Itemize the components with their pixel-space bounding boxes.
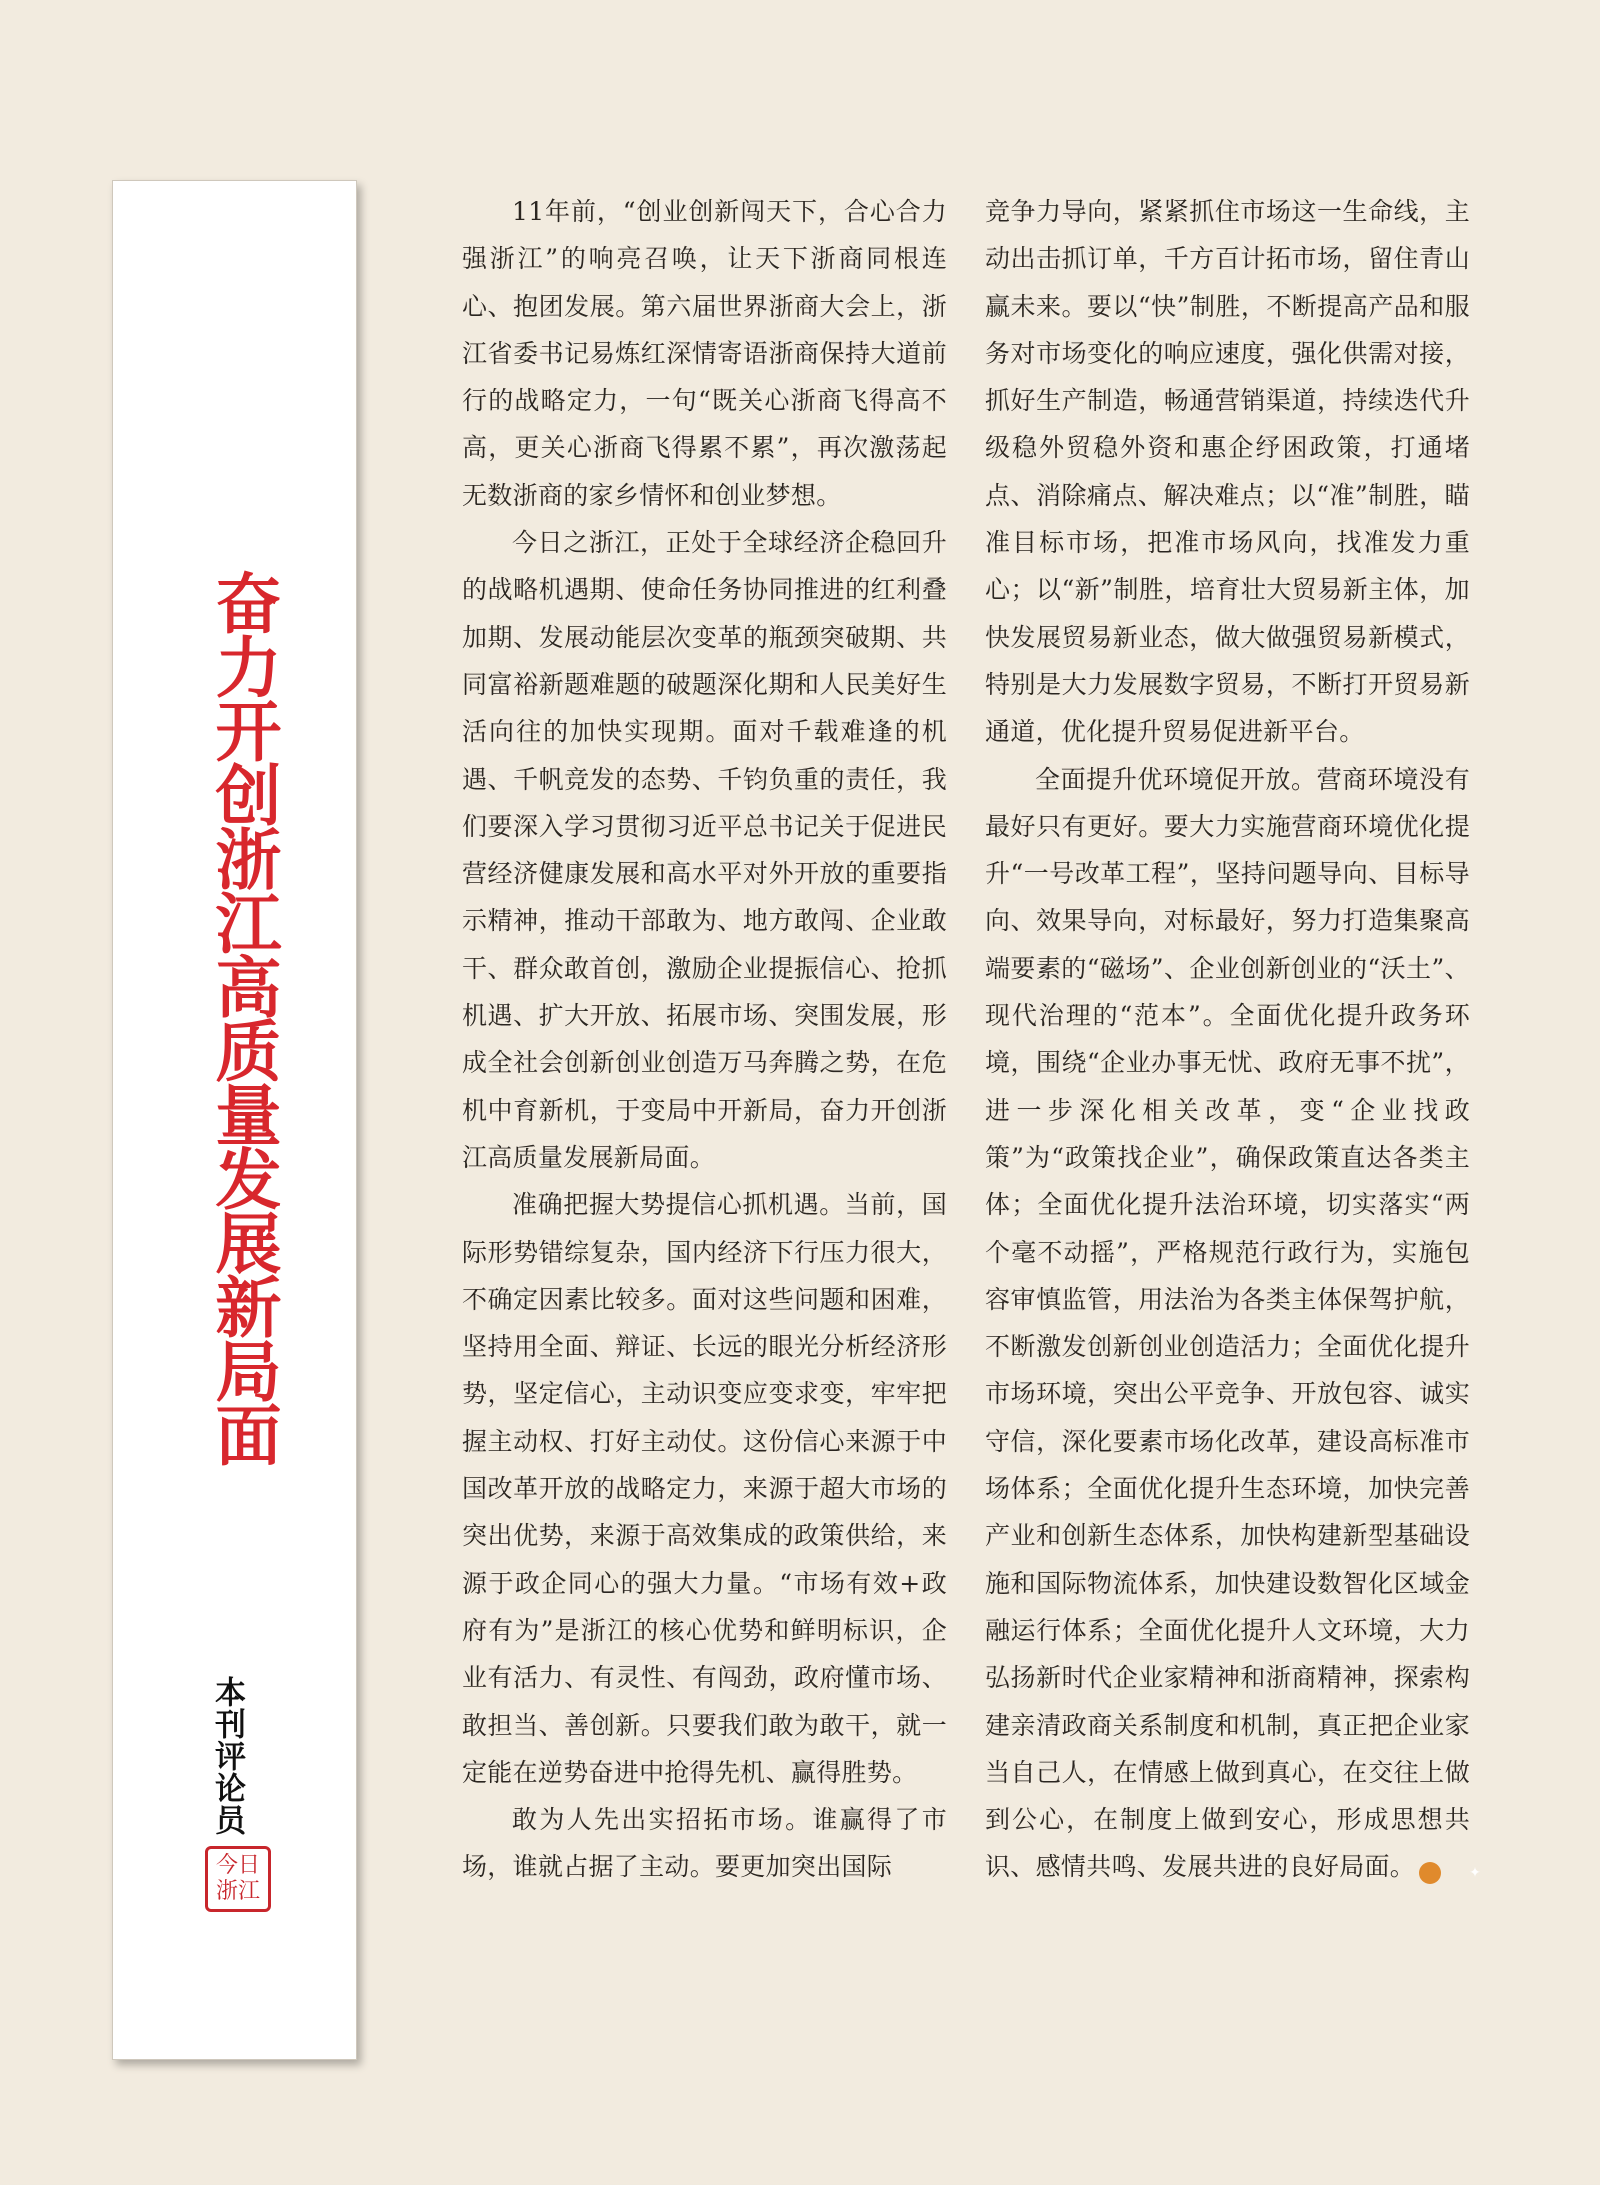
paragraph: 今日之浙江，正处于全球经济企稳回升的战略机遇期、使命任务协同推进的红利叠加期、发展动能层次变革的瓶颈突破期、共同富裕新题难题的破题深化期和人民美好生活向往的加快实现期。面对千载难逢的机遇、千帆竞发的态势、千钧负重的责任，我们要深入学习贯彻习近平总书记关于促进民营经济健康发展和高水平对外开放的重要指示精神，推动干部敢为、地方敢闯、企业敢干、群众敢首创，激励企业提振信心、抢抓机遇、扩大开放、拓展市场、突围发展，形成全社会创新创业创造万马奔腾之势，在危机中育新机，于变局中开新局，奋力开创浙江高质量发展新局面。: [462, 528, 947, 1172]
title-sidebar: [112, 180, 357, 2060]
paragraph: 11年前，“创业创新闯天下，合心合力强浙江”的响亮召唤，让天下浙商同根连心、抱团发展。第六届世界浙商大会上，浙江省委书记易炼红深情寄语浙商保持大道前行的战略定力，一句“既关心浙商飞得高不高，更关心浙商飞得累不累”，再次激荡起无数浙商的家乡情怀和创业梦想。: [462, 197, 947, 510]
paragraph: [985, 756, 1482, 1891]
zhejiang-logo-icon: ✦: [1419, 1862, 1441, 1884]
author-byline: 本刊评论员: [209, 1676, 245, 1836]
article-column-2: [985, 188, 1482, 1891]
paragraph-text: 全面提升优环境促开放。营商环境没有最好只有更好。要大力实施营商环境优化提升“一号改革工程”，坚持问题导向、目标导向、效果导向，对标最好，努力打造集聚高端要素的“磁场”、企业创新创业的“沃土”、现代治理的“范本”。全面优化提升政务环境，围绕“企业办事无忧、政府无事不扰”，进一步深化相关改革，变“企业找政策”为“政策找企业”，确保政策直达各类主体；全面优化提升法治环境，切实落实“两个毫不动摇”，严格规范行政行为，实施包容审慎监管，用法治为各类主体保驾护航，不断激发创新创业创造活力；全面优化提升市场环境，突出公平竞争、开放包容、诚实守信，深化要素市场化改革，建设高标准市场体系；全面优化提升生态环境，加快完善产业和创新生态体系，加快构建新型基础设施和国际物流体系，加快建设数智化区域金融运行体系；全面优化提升人文环境，大力弘扬新时代企业家精神和浙商精神，探索构建亲清政商关系制度和机制，真正把企业家当自己人，在情感上做到真心，在交往上做到公心，在制度上做到安心，形成思想共识、感情共鸣、发展共进的良好局面。: [985, 764, 1470, 1882]
seal-stamp-icon: 今日浙江: [205, 1846, 271, 1912]
paragraph: 敢为人先出实招拓市场。谁赢得了市场，谁就占据了主动。要更加突出国际: [462, 1805, 947, 1882]
paragraph-continued: 竞争力导向，紧紧抓住市场这一生命线，主动出击抓订单，千方百计拓市场，留住青山赢未来。要以“快”制胜，不断提高产品和服务对市场变化的响应速度，强化供需对接，抓好生产制造，畅通营销渠道，持续迭代升级稳外贸稳外资和惠企纾困政策，打通堵点、消除痛点、解决难点；以“准”制胜，瞄准目标市场，把准市场风向，找准发力重心；以“新”制胜，培育壮大贸易新主体，加快发展贸易新业态，做大做强贸易新模式，特别是大力发展数字贸易，不断打开贸易新通道，优化提升贸易促进新平台。: [985, 197, 1470, 747]
page-title: 奋力开创浙江高质量发展新局面: [204, 569, 281, 1465]
paragraph: 准确把握大势提信心抓机遇。当前，国际形势错综复杂，国内经济下行压力很大，不确定因素比较多。面对这些问题和困难，坚持用全面、辩证、长远的眼光分析经济形势，坚定信心，主动识变应变求变，牢牢把握主动权、打好主动仗。这份信心来源于中国改革开放的战略定力，来源于超大市场的突出优势，来源于高效集成的政策供给，来源于政企同心的强大力量。“市场有效+政府有为”是浙江的核心优势和鲜明标识，企业有活力、有灵性、有闯劲，政府懂市场、敢担当、善创新。只要我们敢为敢干，就一定能在逆势奋进中抢得先机、赢得胜势。: [462, 1190, 947, 1787]
article-column-1: [462, 188, 947, 1891]
